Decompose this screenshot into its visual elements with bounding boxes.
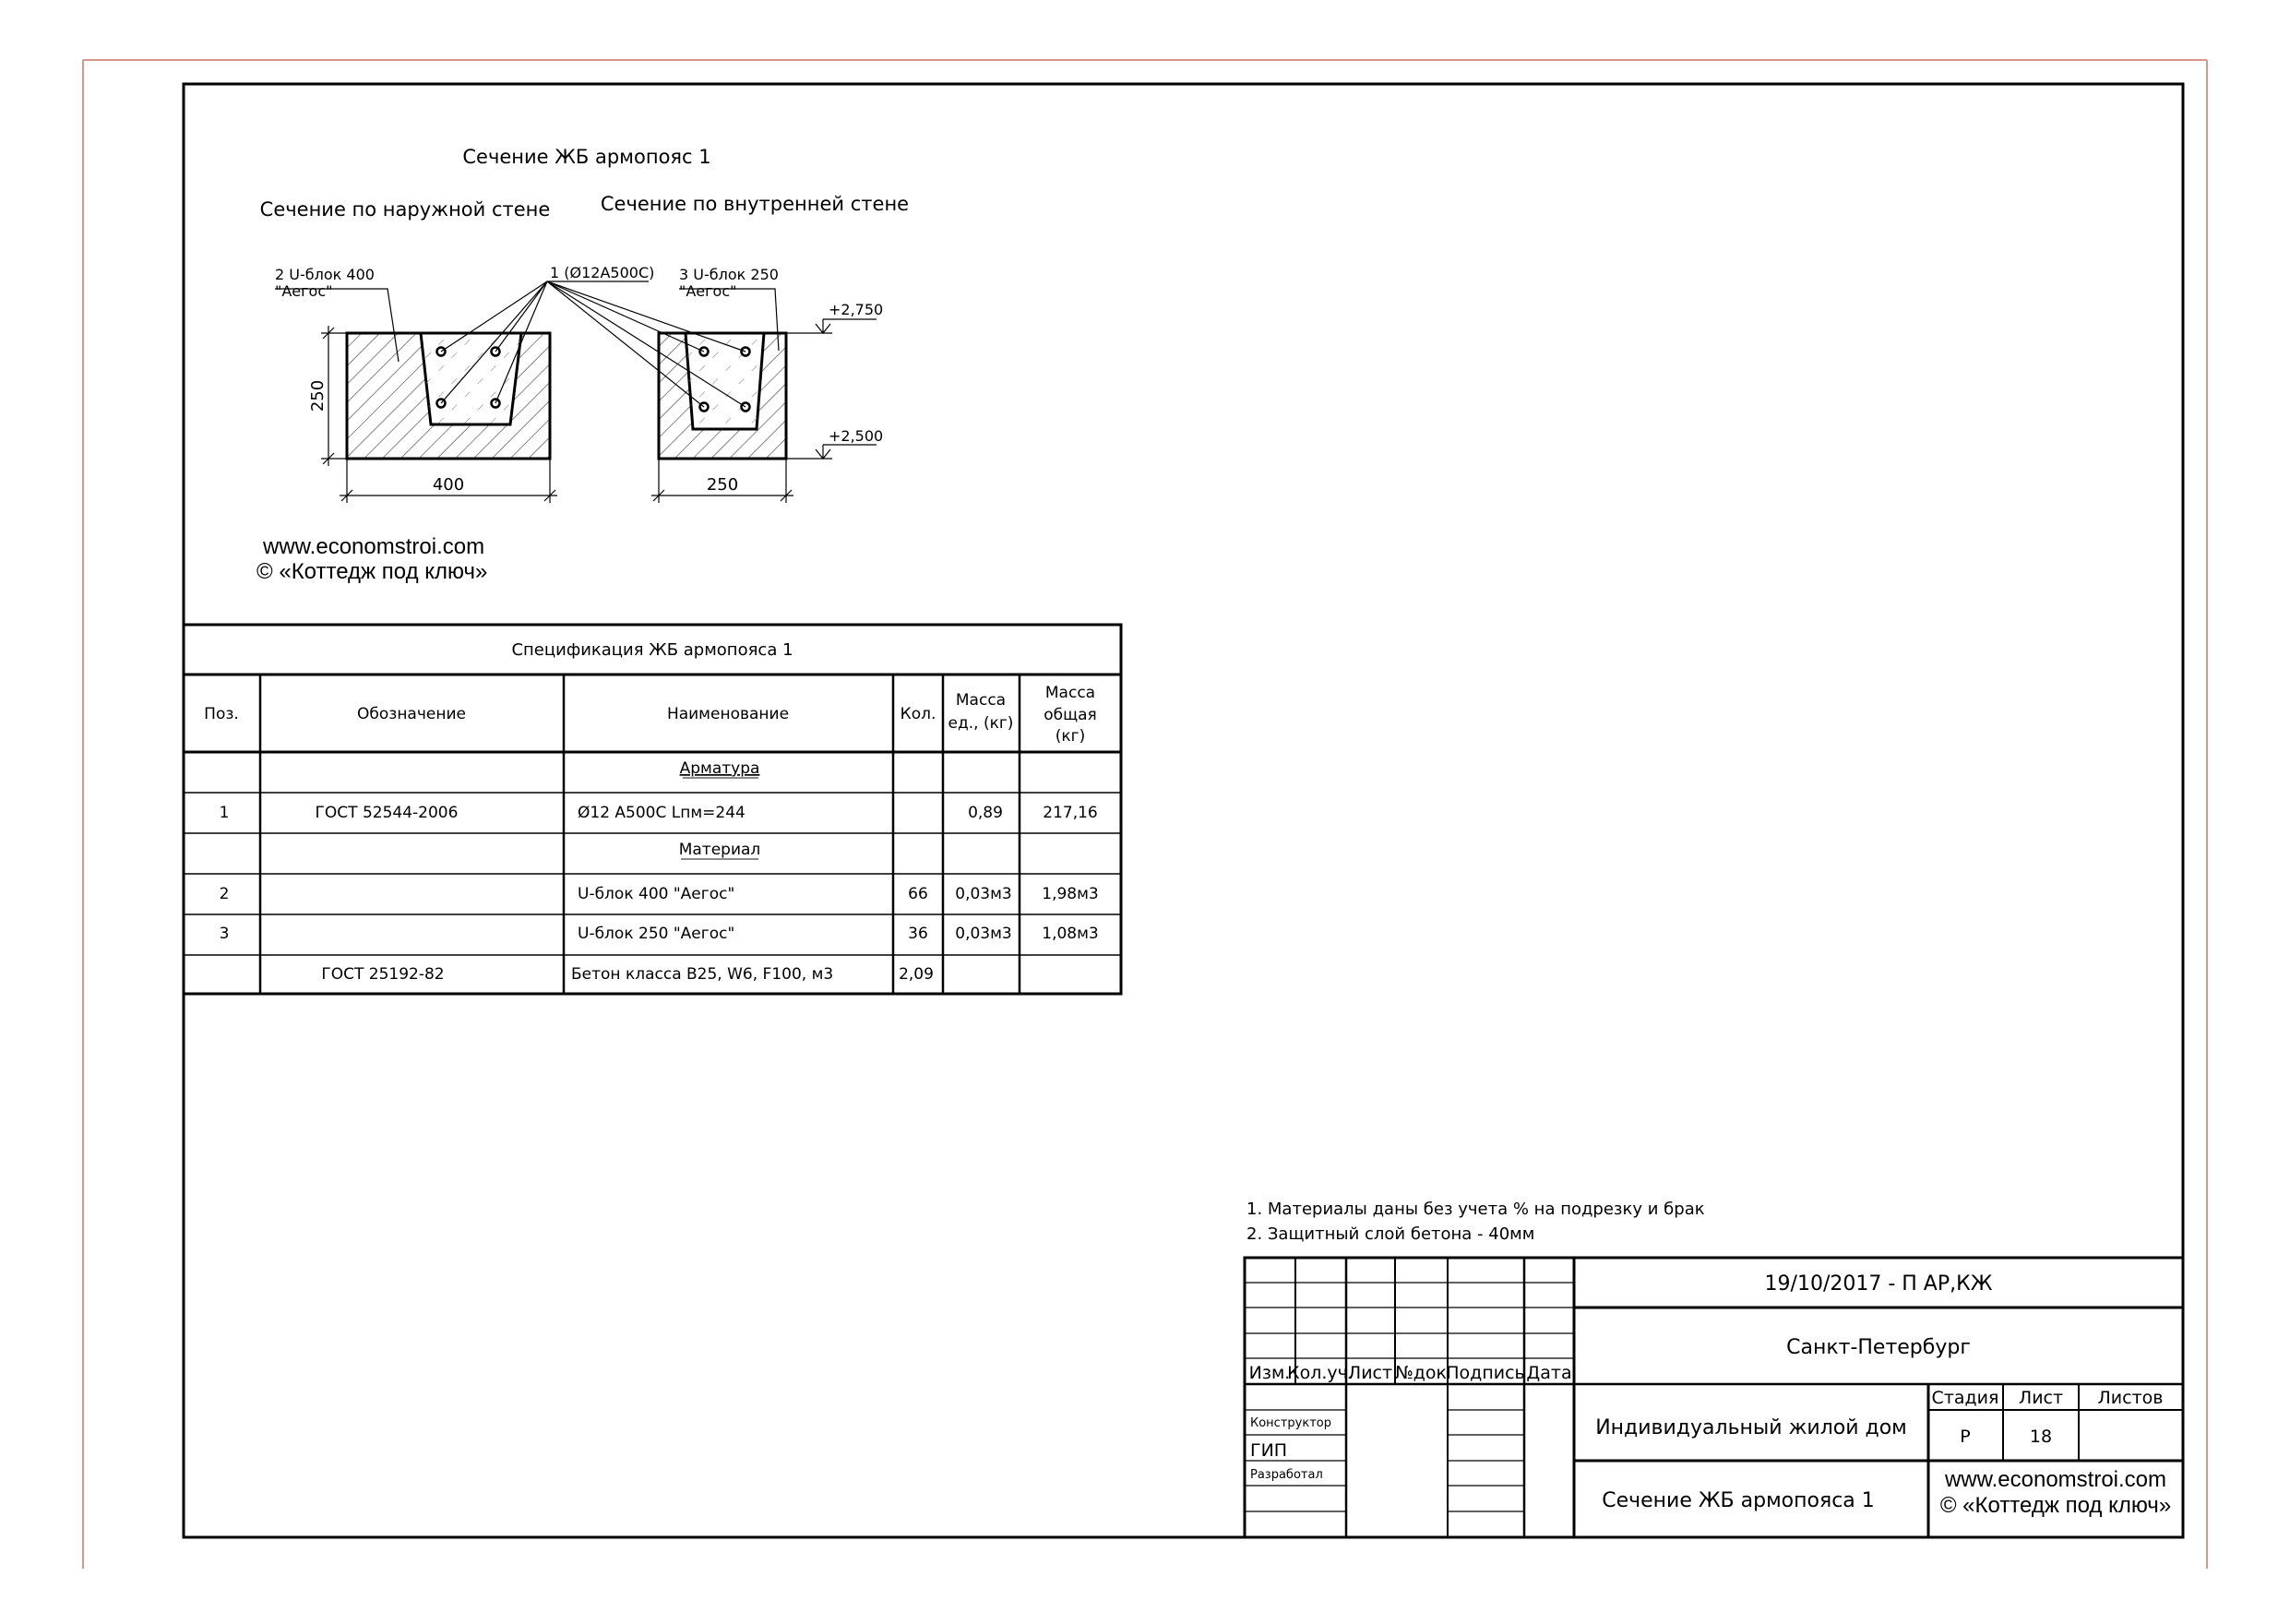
drawing-title: Сечение ЖБ армопояс 1 xyxy=(462,146,711,168)
svg-text:217,16: 217,16 xyxy=(1043,804,1098,822)
stamp-col-signature: Подпись xyxy=(1446,1363,1525,1383)
note-2: 2. Защитный слой бетона - 40мм xyxy=(1246,1224,1535,1244)
stamp-city: Санкт-Петербург xyxy=(1786,1336,1971,1359)
stamp-sheet-label: Лист xyxy=(2018,1388,2064,1408)
svg-text:U-блок 400 "Аегос": U-блок 400 "Аегос" xyxy=(578,885,735,903)
stamp-stage-label: Стадия xyxy=(1931,1388,1999,1408)
table-row xyxy=(220,804,1098,822)
stamp-col-list: Лист xyxy=(1347,1363,1393,1383)
svg-text:U-блок 250 "Аегос": U-блок 250 "Аегос" xyxy=(578,925,735,943)
leader-outer-line2: "Аегос" xyxy=(275,282,333,300)
svg-text:0,89: 0,89 xyxy=(968,804,1003,822)
stamp-stage-value: Р xyxy=(1960,1427,1971,1447)
stamp-role-constructor: Конструктор xyxy=(1250,1416,1331,1430)
svg-text:3: 3 xyxy=(219,925,230,943)
stamp-code: 19/10/2017 - П АР,КЖ xyxy=(1764,1272,1993,1296)
outer-u-block-section xyxy=(347,333,550,459)
dim-inner-width: 250 xyxy=(706,475,739,495)
stamp-col-izm: Изм. xyxy=(1248,1363,1291,1383)
spec-header-mass-unit-2: ед., (кг) xyxy=(948,714,1014,733)
svg-text:1: 1 xyxy=(219,804,230,822)
svg-text:Бетон класса B25, W6, F100, м3: Бетон класса B25, W6, F100, м3 xyxy=(571,965,834,984)
leader-outer-line1: 2 U-блок 400 xyxy=(275,266,375,283)
svg-text:ГОСТ 52544-2006: ГОСТ 52544-2006 xyxy=(315,804,459,822)
spec-section-material: Материал xyxy=(678,841,761,859)
spec-header-mass-unit-1: Масса xyxy=(955,691,1007,710)
svg-text:ГОСТ 25192-82: ГОСТ 25192-82 xyxy=(321,965,445,984)
spec-header-mass-total-3: (кг) xyxy=(1055,727,1086,746)
svg-text:1,08м3: 1,08м3 xyxy=(1042,925,1099,943)
svg-text:2,09: 2,09 xyxy=(899,965,934,984)
title-block xyxy=(1245,1258,2183,1537)
leader-inner-line2: "Аегос" xyxy=(679,282,737,300)
spec-header-pos: Поз. xyxy=(204,705,239,723)
spec-header-code: Обозначение xyxy=(357,705,466,723)
table-row xyxy=(220,925,1099,943)
svg-text:0,03м3: 0,03м3 xyxy=(955,885,1012,903)
stamp-sheets-label: Листов xyxy=(2097,1388,2164,1408)
svg-text:1,98м3: 1,98м3 xyxy=(1042,885,1099,903)
dim-outer-width: 400 xyxy=(432,475,465,495)
stamp-sheet-value: 18 xyxy=(2029,1427,2053,1447)
spec-table xyxy=(184,625,1121,994)
stamp-brand-copyright: © «Коттедж под ключ» xyxy=(1939,1493,2172,1518)
spec-header-name: Наименование xyxy=(666,705,790,723)
svg-text:66: 66 xyxy=(908,885,928,903)
leader-rebar-label: 1 (Ø12А500С) xyxy=(550,264,655,281)
stamp-object: Индивидуальный жилой дом xyxy=(1595,1416,1907,1439)
svg-text:Ø12 А500С Lпм=244: Ø12 А500С Lпм=244 xyxy=(578,804,745,822)
note-1: 1. Материалы даны без учета % на подрезку и брак xyxy=(1246,1200,1705,1219)
watermark-copyright: © «Коттедж под ключ» xyxy=(256,559,488,584)
level-top: +2,750 xyxy=(829,301,884,318)
spec-section-rebar: Арматура xyxy=(679,759,760,778)
stamp-role-gip: ГИП xyxy=(1250,1440,1288,1461)
spec-header-mass-total-2: общая xyxy=(1044,706,1097,724)
stamp-sheet-title: Сечение ЖБ армопояса 1 xyxy=(1602,1489,1875,1512)
svg-text:36: 36 xyxy=(908,925,928,943)
stamp-col-kolich: Кол.уч. xyxy=(1287,1363,1354,1383)
stamp-brand-url: www.economstroi.com xyxy=(1944,1467,2167,1492)
spec-title: Спецификация ЖБ армопояса 1 xyxy=(511,640,793,660)
drawing-frame xyxy=(184,84,2183,1537)
stamp-role-developer: Разработал xyxy=(1250,1468,1323,1482)
spec-header-mass-total-1: Масса xyxy=(1044,684,1096,702)
svg-text:0,03м3: 0,03м3 xyxy=(955,925,1012,943)
watermark-url: www.economstroi.com xyxy=(263,534,485,559)
dim-height: 250 xyxy=(308,379,328,412)
table-row xyxy=(321,965,934,984)
svg-text:2: 2 xyxy=(219,885,230,903)
level-bottom: +2,500 xyxy=(829,427,884,445)
table-row xyxy=(220,885,1099,903)
spec-header-qty: Кол. xyxy=(900,705,936,723)
inner-section-label: Сечение по внутренней стене xyxy=(600,193,910,215)
stamp-col-ndoc: №док xyxy=(1395,1363,1447,1383)
stamp-col-date: Дата xyxy=(1526,1363,1572,1383)
outer-section-label: Сечение по наружной стене xyxy=(259,198,551,221)
leader-inner-line1: 3 U-блок 250 xyxy=(679,266,779,283)
inner-u-block-section xyxy=(659,333,786,459)
